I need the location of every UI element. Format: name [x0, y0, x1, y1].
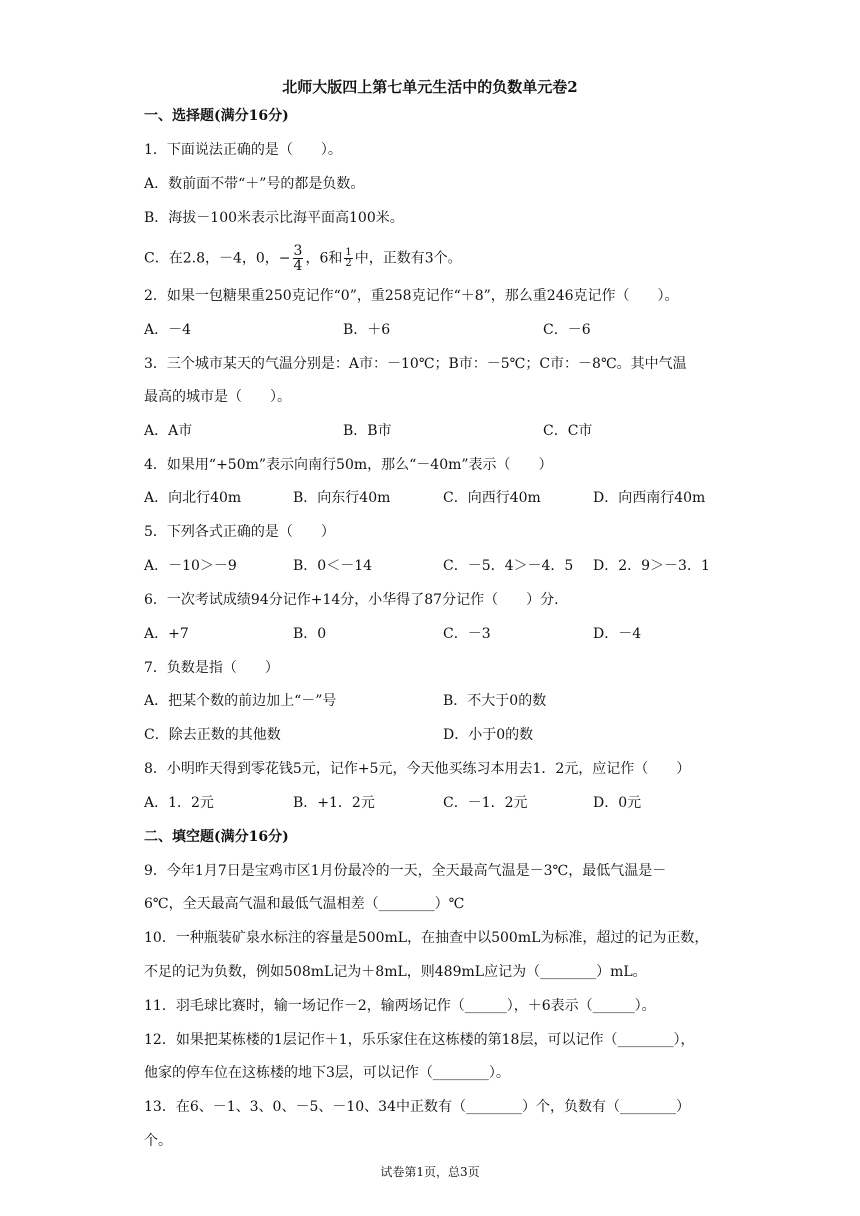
question-2-option-b: B．＋6	[343, 322, 391, 338]
question-6-option-b: B．0	[293, 626, 327, 642]
question-3-option-b: B．B市	[343, 423, 392, 439]
question-4-stem: 4．如果用“+50m”表示向南行50m，那么“－40m”表示（ ）	[144, 457, 553, 473]
question-4-option-b: B．向东行40m	[293, 490, 391, 506]
question-7-stem: 7．负数是指（ ）	[144, 660, 279, 676]
question-8-stem: 8．小明昨天得到零花钱5元，记作+5元，今天他买练习本用去1．2元，应记作（ ）	[144, 761, 691, 777]
section-heading-choice: 一、选择题(满分16分)	[144, 108, 289, 124]
fraction-three-quarters	[293, 244, 304, 273]
question-6-option-d: D．－4	[593, 626, 642, 642]
question-8-option-a: A．1．2元	[144, 795, 214, 811]
option-c-text-start: C．在2.8，－4，0，	[144, 250, 279, 267]
fraction-one-half	[344, 248, 352, 269]
question-6-stem: 6．一次考试成绩94分记作+14分，小华得了87分记作（ ）分.	[144, 592, 559, 608]
question-8-option-d: D．0元	[593, 795, 642, 811]
question-3-option-c: C．C市	[543, 423, 593, 439]
minus-sign: −	[278, 250, 291, 267]
question-12-line1: 12．如果把某栋楼的1层记作＋1，乐乐家住在这栋楼的第18层，可以记作（________），	[144, 1032, 695, 1048]
question-1-option-b: B．海拔－100米表示比海平面高100米。	[144, 210, 404, 226]
section-heading-fill: 二、填空题(满分16分)	[144, 829, 289, 845]
question-10-line2: 不足的记为负数，例如508mL记为＋8mL，则489mL应记为（________）mL。	[144, 964, 647, 980]
question-5-option-b: B．0＜－14	[293, 558, 373, 574]
question-5-option-c: C．－5．4＞－4．5	[443, 558, 574, 574]
fraction-numerator: 3	[293, 243, 303, 259]
question-11-line1: 11．羽毛球比赛时，输一场记作－2，输两场记作（______），＋6表示（______）。	[144, 998, 656, 1014]
question-3-stem-line2: 最高的城市是（ ）。	[144, 389, 291, 405]
question-6-option-c: C．－3	[443, 626, 491, 642]
question-13-line1: 13．在6、－1、3、0、－5、－10、34中正数有（________）个，负数有（________）	[144, 1099, 690, 1115]
question-1-stem: 1．下面说法正确的是（ ）。	[144, 142, 342, 158]
question-3-stem-line1: 3．三个城市某天的气温分别是：A市：－10℃；B市：－5℃；C市：－8℃。其中气温	[144, 356, 687, 372]
question-1-option-c	[144, 244, 462, 273]
question-5-option-a: A．－10＞－9	[144, 558, 237, 574]
question-1-option-a: A．数前面不带“＋”号的都是负数。	[144, 176, 365, 192]
question-13-line2: 个。	[144, 1133, 172, 1149]
question-7-option-a: A．把某个数的前边加上“－”号	[144, 693, 337, 709]
question-3-option-a: A．A市	[144, 423, 193, 439]
option-c-text-end: 中，正数有3个。	[354, 250, 462, 267]
question-2-option-c: C．－6	[543, 322, 591, 338]
question-4-option-a: A．向北行40m	[144, 490, 242, 506]
question-4-option-c: C．向西行40m	[443, 490, 541, 506]
page-footer: 试卷第1页，总3页	[380, 1165, 480, 1179]
question-4-option-d: D．向西南行40m	[593, 490, 706, 506]
question-9-line2: 6℃，全天最高气温和最低气温相差（________）℃	[144, 896, 465, 912]
question-10-line1: 10．一种瓶装矿泉水标注的容量是500mL，在抽查中以500mL为标准，超过的记为正数，	[144, 930, 709, 946]
question-7-option-b: B．不大于0的数	[443, 693, 547, 709]
question-5-stem: 5．下列各式正确的是（ ）	[144, 524, 335, 540]
question-7-option-d: D．小于0的数	[443, 727, 534, 743]
question-5-option-d: D．2．9＞－3．1	[593, 558, 710, 574]
question-2-option-a: A．－4	[144, 322, 192, 338]
question-12-line2: 他家的停车位在这栋楼的地下3层，可以记作（________）。	[144, 1065, 510, 1081]
fraction-denominator: 2	[345, 258, 352, 269]
fraction-denominator: 4	[293, 258, 303, 274]
question-7-option-c: C．除去正数的其他数	[144, 727, 281, 743]
page-title: 北师大版四上第七单元生活中的负数单元卷2	[282, 78, 578, 96]
question-6-option-a: A．+7	[144, 626, 189, 642]
question-2-stem: 2．如果一包糖果重250克记作“0”，重258克记作“＋8”，那么重246克记作（ ）。	[144, 288, 679, 304]
option-c-text-mid: ，6和	[305, 250, 343, 267]
question-9-line1: 9．今年1月7日是宝鸡市区1月份最冷的一天，全天最高气温是－3℃，最低气温是－	[144, 863, 667, 879]
question-8-option-b: B．+1．2元	[293, 795, 375, 811]
question-8-option-c: C．－1．2元	[443, 795, 528, 811]
fraction-numerator: 1	[345, 247, 352, 258]
